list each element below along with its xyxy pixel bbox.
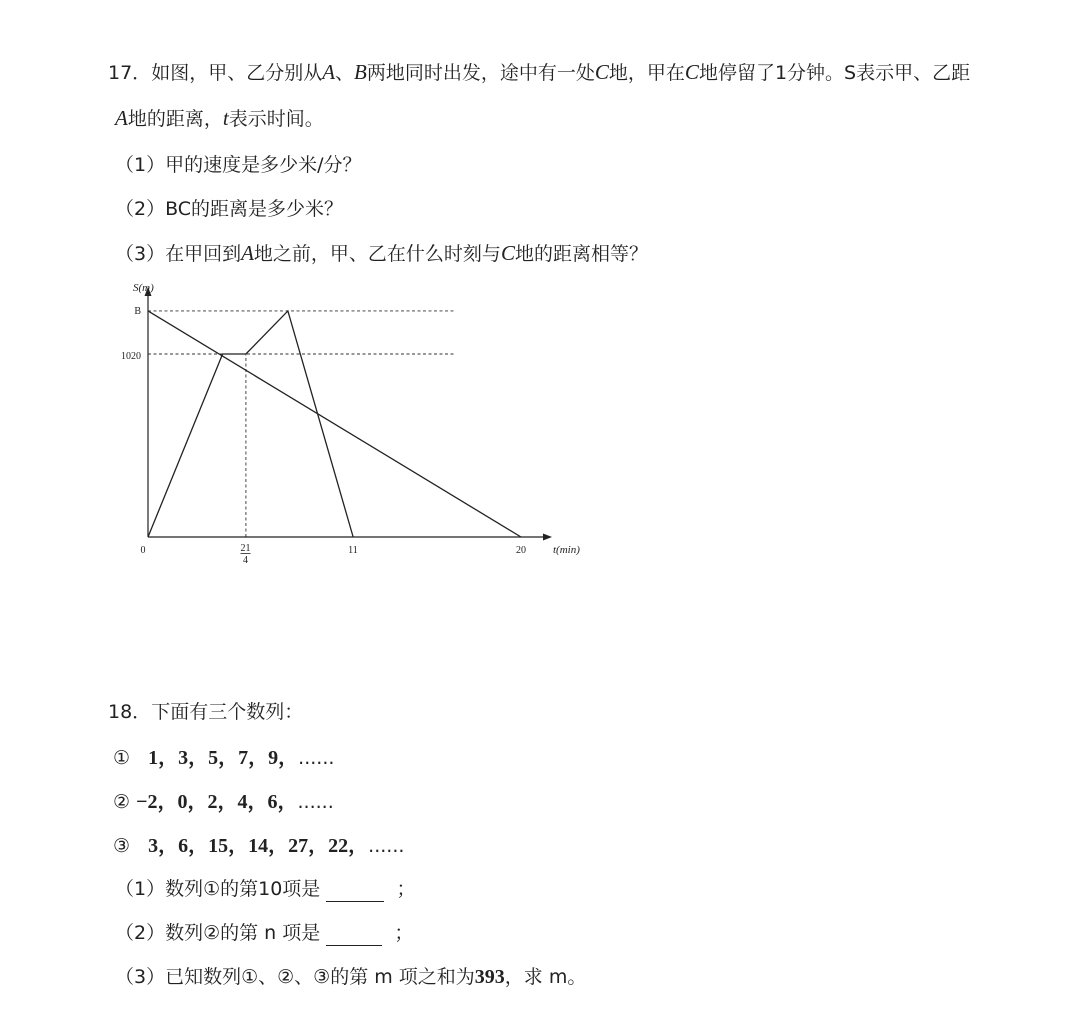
answer-blank-2[interactable] — [326, 921, 382, 946]
y-tick-label-b: B — [134, 306, 141, 317]
q18-subquestion-2: （2）数列②的第 n 项是 ； — [115, 922, 414, 944]
q18-number: 18． — [108, 701, 152, 723]
q18-sequence-3: ③ 3，6，15，14，27，22，...... — [113, 835, 405, 857]
series-line-jia — [148, 311, 353, 537]
q17-subquestion-2: （2）BC的距离是多少米？ — [115, 198, 344, 220]
q17-subquestion-1: （1）甲的速度是多少米/分？ — [115, 154, 362, 176]
q17-subquestion-3: （3）在甲回到A地之前，甲、乙在什么时刻与C地的距离相等？ — [115, 241, 648, 265]
x-tick-label-0: 0 — [140, 545, 146, 556]
sequence-2-label: ② — [113, 791, 131, 813]
x-tick-label-11: 11 — [348, 545, 358, 556]
sequence-1-label: ① — [113, 747, 131, 769]
y-axis-label: S(m) — [133, 282, 154, 294]
q17-stem-line1: 17．如图，甲、乙分别从A、B两地同时出发，途中有一处C地，甲在C地停留了1分钟。S表示甲、乙距 — [108, 60, 971, 84]
fraction-numerator: 21 — [240, 543, 251, 554]
q18-subquestion-3: （3）已知数列①、②、③的第 m 项之和为393，求 m。 — [115, 966, 587, 988]
q18-stem: 18．下面有三个数列： — [108, 701, 304, 723]
q17-number: 17． — [108, 62, 152, 84]
sequence-3-label: ③ — [113, 835, 131, 857]
answer-blank-1[interactable] — [326, 877, 384, 902]
x-axis-arrow — [543, 534, 552, 541]
axis-labels — [121, 282, 580, 566]
q17-stem-line2: A地的距离，t表示时间。 — [115, 106, 324, 130]
fraction-denominator: 4 — [243, 555, 248, 566]
q18-sequence-2: ② −2，0，2，4，6，...... — [113, 791, 334, 813]
series-lines — [148, 311, 521, 537]
x-tick-label-21-over-4 — [241, 543, 251, 566]
axes — [145, 287, 553, 541]
x-tick-label-20: 20 — [516, 545, 526, 556]
q18-subquestion-1: （1）数列①的第10项是 ； — [115, 878, 416, 900]
distance-time-graph — [100, 275, 600, 575]
q18-sequence-1: ① 1，3，5，7，9，...... — [113, 747, 335, 769]
series-line-yi — [148, 311, 521, 537]
x-axis-label: t(min) — [553, 544, 580, 556]
y-tick-label-1020: 1020 — [121, 351, 141, 362]
